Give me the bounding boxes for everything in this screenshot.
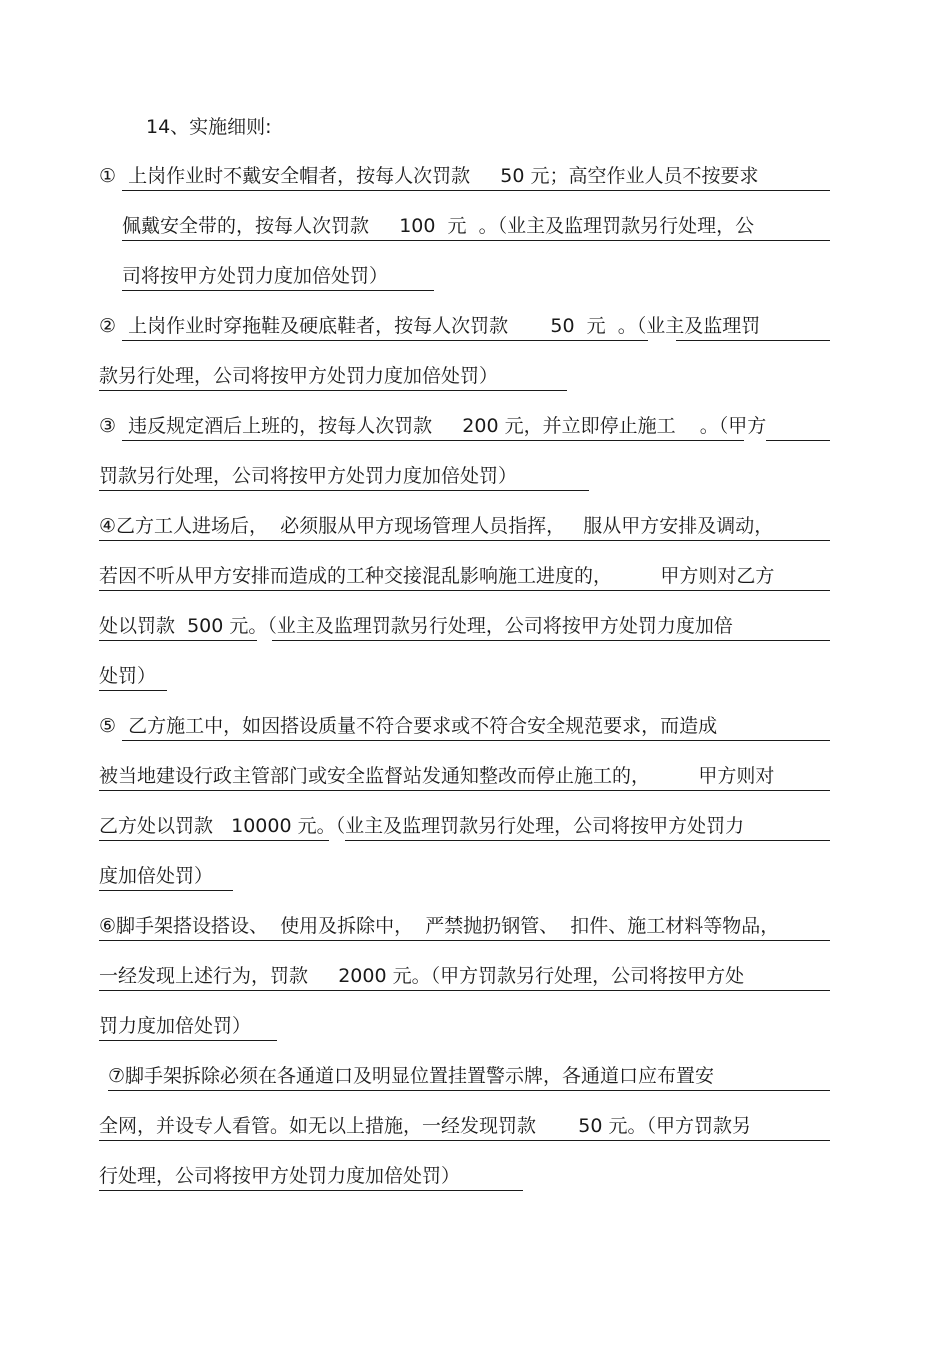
underline <box>345 840 830 841</box>
rule-7-line-3: 行处理，公司将按甲方处罚力度加倍处罚） <box>99 1165 461 1187</box>
rule-1-line-2: 佩戴安全带的，按每人次罚款 100 元 。（业主及监理罚款另行处理，公 <box>122 215 755 237</box>
rule-2-line-2: 款另行处理，公司将按甲方处罚力度加倍处罚） <box>99 365 499 387</box>
underline <box>122 190 830 191</box>
underline <box>99 640 257 641</box>
rule-3-line-1: ③ 违反规定酒后上班的，按每人次罚款 200 元，并立即停止施工 。（甲方 <box>99 415 767 437</box>
underline <box>99 540 830 541</box>
rule-7-line-2: 全网，并设专人看管。如无以上措施，一经发现罚款 50 元。（甲方罚款另 <box>99 1115 751 1137</box>
rule-6-line-2: 一经发现上述行为，罚款 2000 元。（甲方罚款另行处理，公司将按甲方处 <box>99 965 745 987</box>
underline <box>99 490 589 491</box>
underline <box>676 340 830 341</box>
underline <box>99 1140 830 1141</box>
underline <box>99 390 567 391</box>
rule-2-line-1: ② 上岗作业时穿拖鞋及硬底鞋者，按每人次罚款 50 元 。（业主及监理罚 <box>99 315 761 337</box>
underline <box>108 1090 830 1091</box>
rule-7-line-1: ⑦脚手架拆除必须在各通道口及明显位置挂置警示牌，各通道口应布置安 <box>108 1065 715 1087</box>
rule-1-line-3: 司将按甲方处罚力度加倍处罚） <box>122 265 389 287</box>
underline <box>122 240 830 241</box>
underline <box>122 440 744 441</box>
underline <box>99 1190 523 1191</box>
rule-5-line-4: 度加倍处罚） <box>99 865 214 887</box>
underline <box>766 440 830 441</box>
underline <box>99 590 830 591</box>
rule-5-line-3: 乙方处以罚款 10000 元。（业主及监理罚款另行处理，公司将按甲方处罚力 <box>99 815 745 837</box>
underline <box>272 640 830 641</box>
rule-3-line-2: 罚款另行处理，公司将按甲方处罚力度加倍处罚） <box>99 465 518 487</box>
underline <box>99 840 329 841</box>
underline <box>99 890 233 891</box>
section-heading: 14、实施细则: <box>146 116 272 138</box>
underline <box>99 990 830 991</box>
rule-5-line-2: 被当地建设行政主管部门或安全监督站发通知整改而停止施工的， 甲方则对 <box>99 765 775 787</box>
underline <box>99 1040 277 1041</box>
rule-4-line-1: ④乙方工人进场后， 必须服从甲方现场管理人员指挥， 服从甲方安排及调动， <box>99 515 774 537</box>
rule-6-line-1: ⑥脚手架搭设搭设、 使用及拆除中， 严禁抛扔钢管、 扣件、施工材料等物品， <box>99 915 780 937</box>
rule-4-line-2: 若因不听从甲方安排而造成的工种交接混乱影响施工进度的， 甲方则对乙方 <box>99 565 775 587</box>
rule-5-line-1: ⑤ 乙方施工中，如因搭设质量不符合要求或不符合安全规范要求，而造成 <box>99 715 718 737</box>
rule-1-line-1: ① 上岗作业时不戴安全帽者，按每人次罚款 50 元；高空作业人员不按要求 <box>99 165 759 187</box>
rule-6-line-3: 罚力度加倍处罚） <box>99 1015 252 1037</box>
underline <box>99 790 830 791</box>
underline <box>99 940 830 941</box>
underline <box>99 690 167 691</box>
rule-4-line-4: 处罚） <box>99 665 157 687</box>
underline <box>122 290 434 291</box>
rule-4-line-3: 处以罚款 500 元。（业主及监理罚款另行处理，公司将按甲方处罚力度加倍 <box>99 615 733 637</box>
underline <box>122 340 648 341</box>
underline <box>122 740 830 741</box>
